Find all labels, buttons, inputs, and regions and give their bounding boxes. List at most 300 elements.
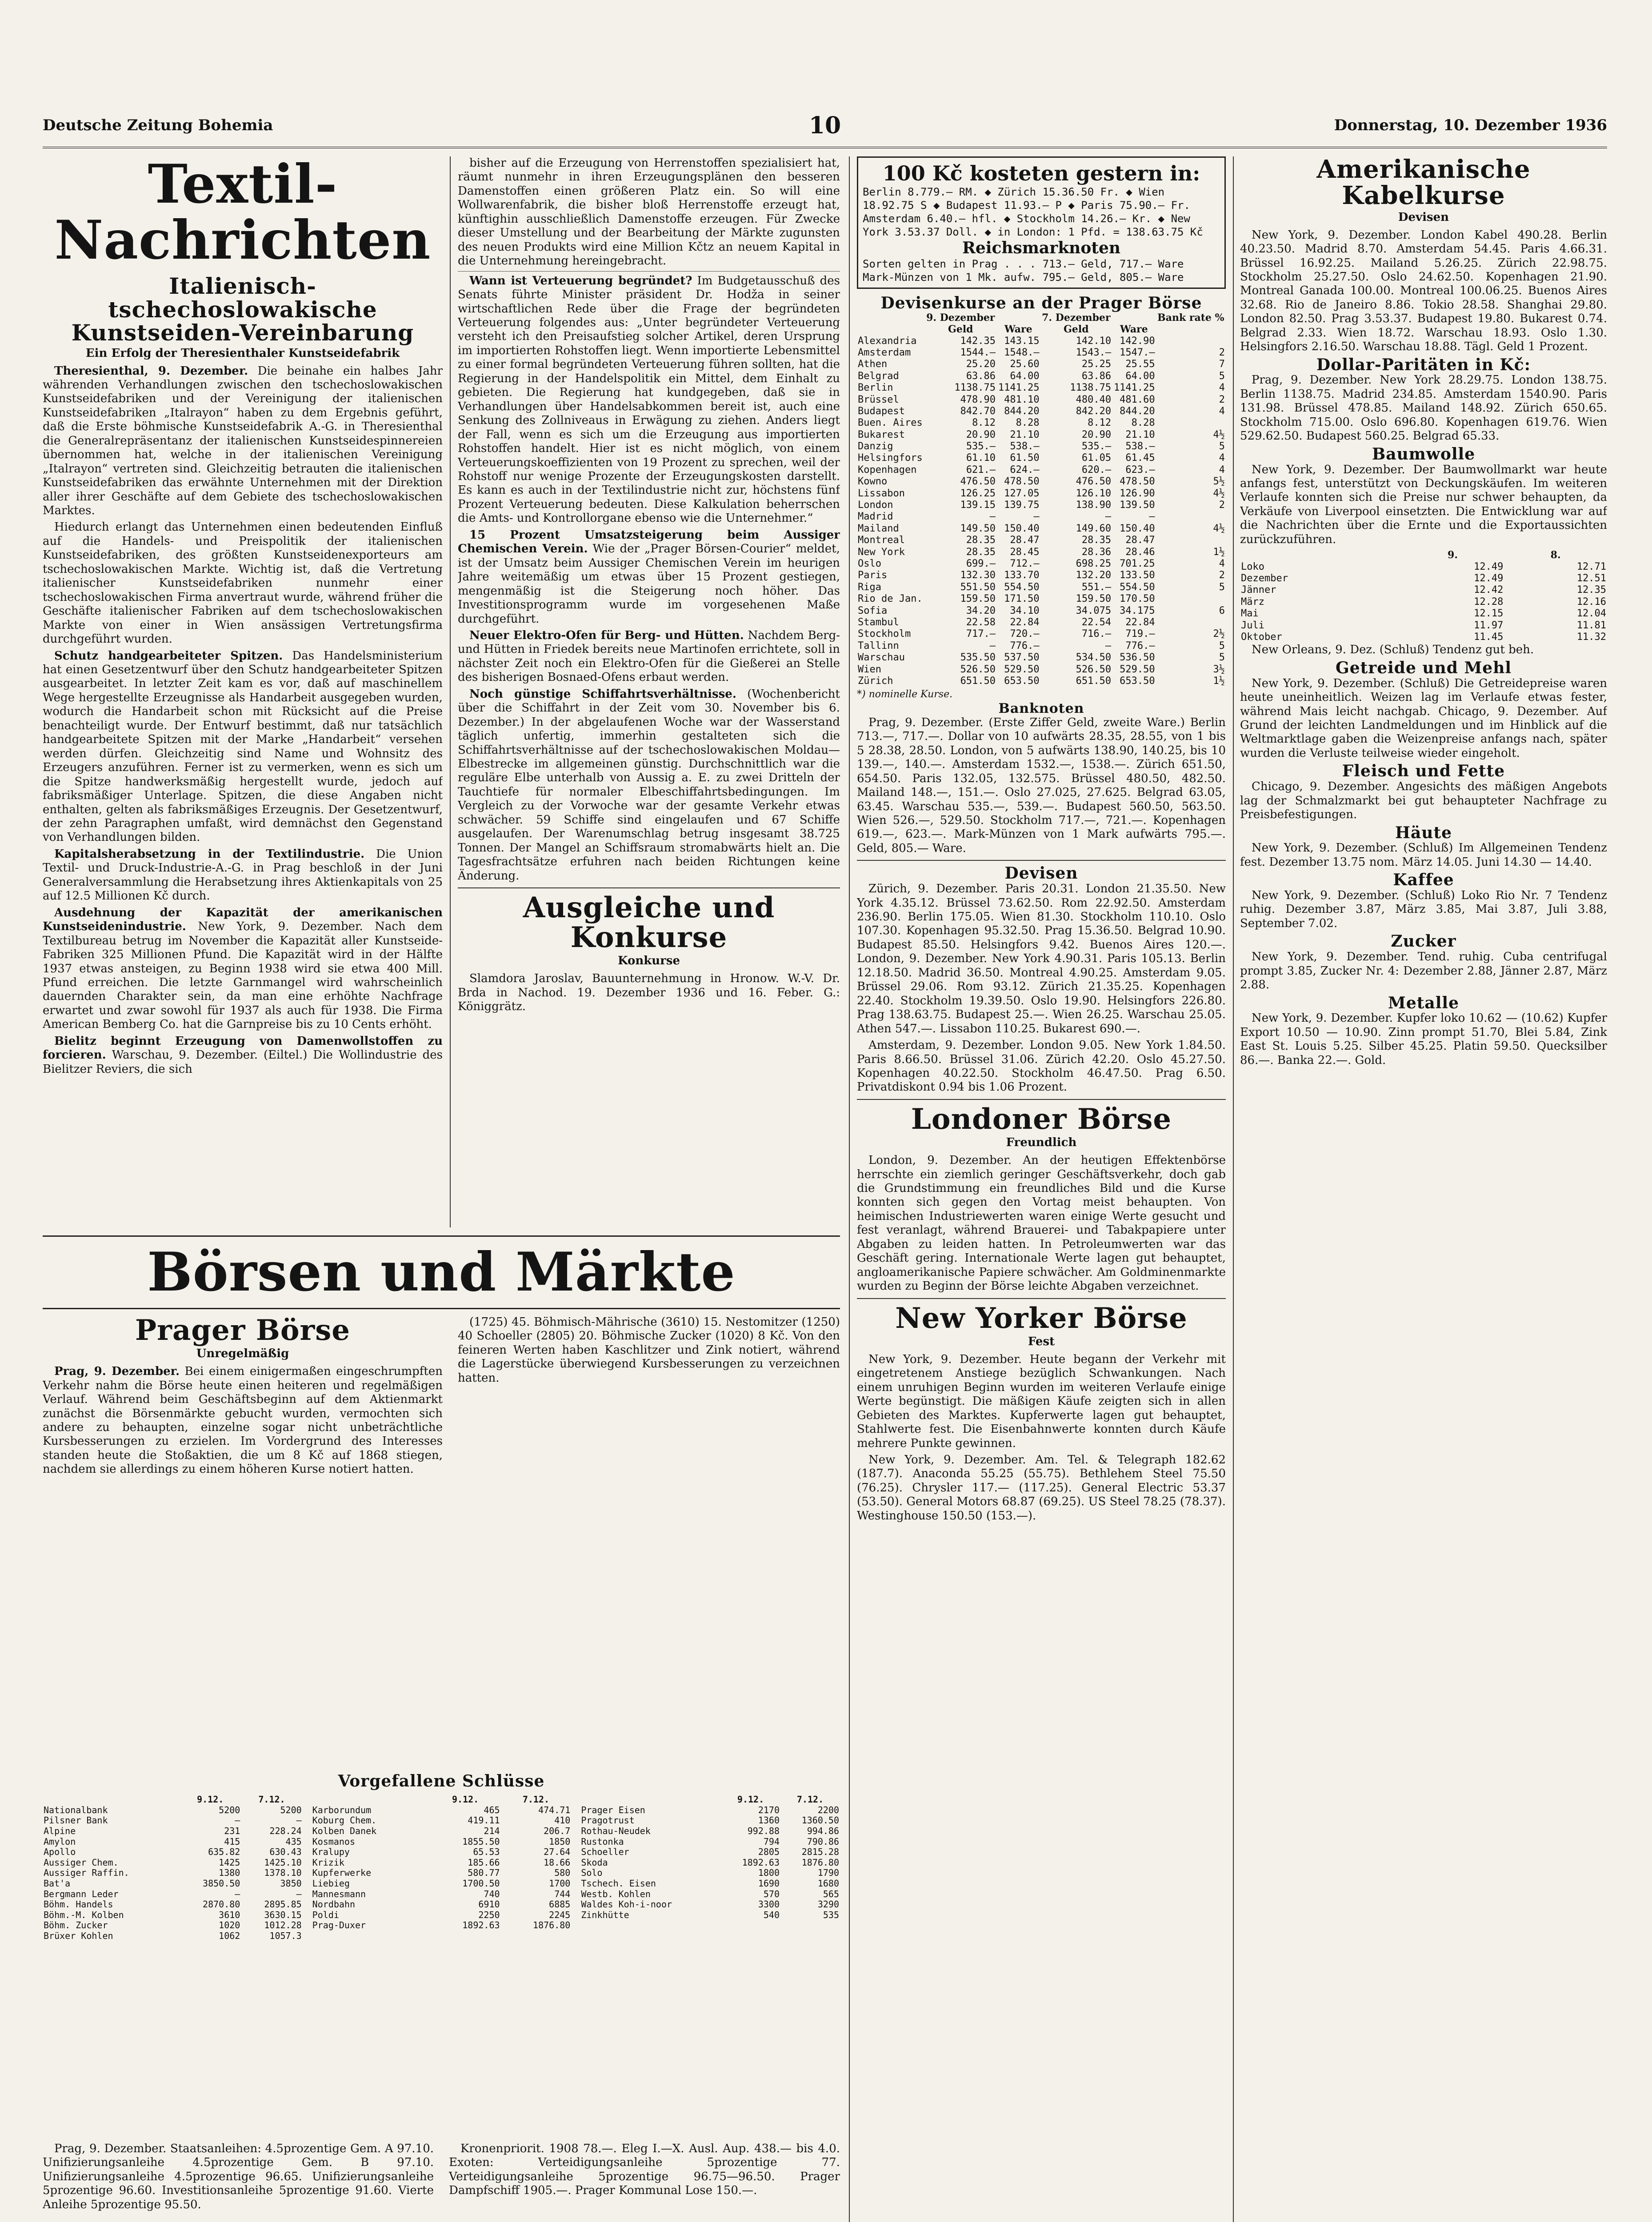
row-label: Schoeller xyxy=(581,1846,629,1858)
table-cell: 159.50 xyxy=(1076,593,1112,605)
row-label: Skoda xyxy=(581,1857,608,1868)
article-paragraph: Prag, 9. Dezember. (Erste Ziffer Geld, zweite Ware.) Berlin 713.—, 717.—. Dollar von 10 aufwärts 28.35, 28.55, von 1 bis 5 28.38, 28.50. London, von 5 aufwärts 138.90, 140.25, bis 10 139.—, 140.—. Amsterdam 1532.—, 1538.—. Zürich 651.50, 654.50. Paris 132.05, 132.575. Brüssel 480.50, 482.50. Mailand 148.—, 151.—. Oslo 27.025, 27.625. Belgrad 63.05, 63.45. Warschau 535.—, 539.—. Budapest 560.50, 563.50. Wien 526.—, 529.50. Stockholm 717.—, 721.—. Kopenhagen 619.—, 623.—. Mark-Münzen von 1 Mark aufwärts 795.—. Geld, 805.— Ware. xyxy=(857,715,1226,855)
table-cell: 11.81 xyxy=(1576,619,1606,631)
table-cell: — xyxy=(989,640,996,651)
table-row xyxy=(857,617,1226,628)
column-header: 7. Dezember xyxy=(1042,312,1111,324)
table-cell: 1690 xyxy=(758,1878,780,1889)
table-cell: 4 xyxy=(1219,382,1225,394)
article-paragraph: 15 Prozent Umsatzsteigerung beim Aussiger Chemischen Verein. Wie der „Prager Börsen-Courier“ meldet, ist der Umsatz beim Aussiger Chemischen Verein im heurigen Jahre weitemäßig um etwas über 15 Prozent gestiegen, mengenmäßig ist die Steigerung noch höher. Das Investitionsprogramm wurde im vorgesehenen Maße durchgeführt. xyxy=(458,528,840,626)
table-cell: 716.— xyxy=(1081,628,1112,640)
table-row xyxy=(43,1931,303,1942)
row-label: Tschech. Eisen xyxy=(581,1878,656,1889)
divider xyxy=(857,1298,1226,1299)
table-cell: 635.82 xyxy=(208,1846,240,1858)
table-cell: 27.64 xyxy=(544,1846,571,1858)
row-label: Poldi xyxy=(312,1909,339,1920)
table-cell: 61.50 xyxy=(1010,452,1040,464)
table-cell: 1012.28 xyxy=(264,1920,302,1931)
row-label: Brüxer Kohlen xyxy=(44,1930,113,1941)
schluesse-table-1 xyxy=(43,1794,303,1942)
column-header xyxy=(857,324,925,335)
article-paragraph: Prag, 9. Dezember. Staatsanleihen: 4.5prozentige Gem. A 97.10. Unifizierungsanleihe 4.5prozentige Gem. B 97.10. Unifizierungsanleihe 4.5prozentige 96.65. Unifizierungsanleihe 5prozentige 96.60. Investitionsanleihe 5prozentige 91.60. Vierte Anleihe 5prozentige 95.50. xyxy=(43,2142,434,2211)
table-cell: 701.25 xyxy=(1120,558,1155,569)
table-row xyxy=(43,1889,303,1900)
table-cell: 25.60 xyxy=(1010,359,1040,370)
table-row xyxy=(1240,561,1607,573)
row-label: Koburg Chem. xyxy=(312,1815,377,1826)
column-header xyxy=(996,312,1040,324)
table-header-row xyxy=(857,324,1226,335)
column-header: Bank rate % xyxy=(1157,312,1224,324)
table-cell: 34.075 xyxy=(1076,605,1112,616)
row-label: Helsingfors xyxy=(858,452,923,464)
table-cell: 149.60 xyxy=(1076,523,1112,534)
row-label: Aussiger Chem. xyxy=(44,1857,119,1868)
table-cell: 28.46 xyxy=(1125,546,1155,558)
article-paragraph: Theresienthal, 9. Dezember. Die beinahe ein halbes Jahr währenden Verhandlungen zwischen den tschechoslowakischen Kunstseidefabriken und der Vereinigung der italienischen Kunstseidefabriken „Italrayon“ haben zu dem Ergebnis geführt, daß die Erste böhmische Kunstseidefabrik A.-G. in Theresienthal die Generalrepräsentanz der italienischen Kunstseidespinnereien übernommen hat, welche in der italienischen Vereinigung „Italrayon“ vertreten sind. Gleichzeitig betrauten die italienischen Kunstseidefabriken das erwähnte Unternehmen mit der Direktion aller ihrer Geschäfte auf dem Gebiete des tschechoslowakischen Marktes. xyxy=(43,364,443,518)
table-cell: 744 xyxy=(554,1888,571,1899)
row-label: Böhm. Handels xyxy=(44,1899,113,1910)
article-paragraph: Zürich, 9. Dezember. Paris 20.31. London 21.35.50. New York 4.35.12. Brüssel 73.62.50. Rom 22.92.50. Amsterdam 236.90. Berlin 175.05. Wien 81.30. Stockholm 110.10. Oslo 107.30. Kopenhagen 95.32.50. Prag 15.36.50. Belgrad 10.90. Budapest 85.50. Helsingfors 9.42. Buenos Aires 120.—. London, 9. Dezember. New York 4.90.31. Paris 105.13. Berlin 12.18.50. Madrid 36.50. Montreal 4.90.25. Amsterdam 9.05. Brüssel 29.06. Rom 93.12. Zürich 21.35.25. Kopenhagen 22.40. Stockholm 19.39.50. Oslo 19.90. Helsingfors 226.80. Prag 138.63.75. Budapest 25.—. Wien 26.25. Warschau 25.05. Athen 547.—. Lissabon 110.25. Bukarest 690.—. xyxy=(857,882,1226,1035)
table-cell: 1020 xyxy=(219,1920,240,1931)
exchange-box xyxy=(857,156,1226,289)
divider xyxy=(857,860,1226,861)
table-cell: 126.25 xyxy=(960,488,996,499)
row-label: Kolben Danek xyxy=(312,1825,377,1836)
table-cell: 4 xyxy=(1219,558,1225,569)
table-cell: 529.50 xyxy=(1120,663,1155,675)
row-label: Berlin xyxy=(858,382,893,394)
table-cell: — xyxy=(296,1815,302,1826)
table-cell: 3300 xyxy=(758,1899,780,1910)
devisenkurse-table xyxy=(857,312,1226,687)
exchange-rate-line: Berlin 8.779.— RM. ◆ Zürich 15.36.50 Fr. ◆ Wien xyxy=(863,186,1165,198)
table-cell: 1700.50 xyxy=(462,1878,500,1889)
table-header-row xyxy=(580,1794,840,1805)
table-row xyxy=(312,1805,572,1816)
column-header: 9.12. xyxy=(737,1794,764,1805)
table-cell: 3610 xyxy=(219,1909,240,1920)
table-cell: 1700 xyxy=(549,1878,571,1889)
table-row xyxy=(1240,620,1607,631)
column-kabelkurse xyxy=(1240,156,1607,2222)
table-cell: 4 xyxy=(1219,405,1225,417)
column-header: Geld xyxy=(948,324,973,336)
row-label: Loko xyxy=(1241,561,1264,572)
column-header: Geld xyxy=(1064,324,1089,336)
table-row xyxy=(857,406,1226,417)
table-cell: 22.84 xyxy=(1125,616,1155,628)
table-cell: 481.60 xyxy=(1120,394,1155,405)
table-row xyxy=(1240,608,1607,619)
table-cell: 138.90 xyxy=(1076,500,1112,511)
table-cell: 3½ xyxy=(1213,663,1225,675)
column-header xyxy=(312,1794,430,1805)
column-header: Ware xyxy=(1004,324,1032,336)
table-cell: 2870.80 xyxy=(203,1899,240,1910)
table-cell: 474.71 xyxy=(538,1804,571,1815)
table-cell: — xyxy=(296,1888,302,1899)
divider xyxy=(458,271,840,272)
table-row xyxy=(580,1847,840,1858)
table-cell: 4½ xyxy=(1213,488,1225,499)
column-devisen xyxy=(857,156,1226,2222)
table-cell: 1141.25 xyxy=(998,382,1040,394)
table-cell: 1425 xyxy=(219,1857,240,1868)
table-cell: 1½ xyxy=(1213,546,1225,558)
table-row xyxy=(857,336,1226,347)
table-cell: 5200 xyxy=(280,1804,302,1815)
table-row xyxy=(857,675,1226,687)
table-row xyxy=(857,371,1226,382)
table-cell: 554.50 xyxy=(1004,581,1040,593)
table-cell: 18.66 xyxy=(544,1857,571,1868)
devisen-subtitle: Devisen xyxy=(1398,210,1449,224)
fleisch-title: Fleisch und Fette xyxy=(1342,762,1505,781)
table-cell: 1680 xyxy=(817,1878,840,1889)
column-header xyxy=(1156,324,1226,335)
table-cell: — xyxy=(1033,511,1040,523)
column-rule-3 xyxy=(1233,156,1234,2222)
table-cell: 64.00 xyxy=(1010,370,1040,382)
table-cell: 1380 xyxy=(219,1867,240,1878)
table-row xyxy=(43,1899,303,1910)
boersen-banner xyxy=(43,1235,840,1309)
table-cell: 842.20 xyxy=(1076,405,1112,417)
column-header: 7.12. xyxy=(796,1794,824,1805)
table-cell: 480.40 xyxy=(1076,394,1112,405)
table-cell: 1425.10 xyxy=(264,1857,302,1868)
row-label: Pilsner Bank xyxy=(44,1815,108,1826)
table-cell: 410 xyxy=(554,1815,571,1826)
table-cell: 536.50 xyxy=(1120,652,1155,663)
table-cell: 620.— xyxy=(1081,464,1112,476)
table-cell: 12.49 xyxy=(1474,573,1504,584)
table-cell: 651.50 xyxy=(1076,675,1112,687)
row-label: Amsterdam xyxy=(858,347,911,358)
table-cell: 794 xyxy=(763,1836,780,1847)
row-label: Oktober xyxy=(1241,631,1282,643)
table-cell: 150.40 xyxy=(1004,523,1040,534)
table-cell: 22.58 xyxy=(966,616,996,628)
article-paragraph: New York, 9. Dezember. Der Baumwollmarkt war heute anfangs fest, unterstützt von Deckungskäufen. Im weiteren Verlaufe konnten sich die Preise nur schwer behaupten, da Verkäufe von Liverpool einsetzten. Die Entwicklung war auf die Nachrichten über die Ernte und die Exportaussichten zurückzuführen. xyxy=(1240,463,1607,546)
table-cell: 133.50 xyxy=(1120,570,1155,581)
table-row xyxy=(580,1899,840,1910)
page-number: 10 xyxy=(808,112,841,139)
table-cell: 1548.— xyxy=(1004,347,1040,358)
table-cell: 4½ xyxy=(1213,523,1225,534)
table-cell: 1360 xyxy=(758,1815,780,1826)
article-paragraph: Ausdehnung der Kapazität der amerikanischen Kunstseidenindustrie. New York, 9. Dezember. Nach dem Textilbureau betrug im November die Kapazität aller Kunstseide-Fabriken 325 Millionen Pfund. Die Kapazität wird in der Hälfte 1937 etwas ansteigen, zu Beginn 1938 wird sie etwa 400 Mill. Pfund erreichen. Die letzte Garnmangel wird wahrscheinlich dauernden Charakter sein, da man eine erhöhte Nachfrage erwartet und zwar sowohl für 1937 als auch für 1938. Die Firma American Bemberg Co. hat die Garnpreise bis zu 10 Cents erhöht. xyxy=(43,906,443,1031)
article-paragraph: Hiedurch erlangt das Unternehmen einen bedeutenden Einfluß auf die Handels- und Preispolitik der italienischen Kunstseidefabriken, des größten Kunstseidenexporteurs am tschechoslowakischen Markte. Wichtig ist, daß die Vertretung italienischer Kunstseidefabriken nunmehr einer tschechoslowakischen Firma anvertraut wurde, während früher die Geschäfte italienischer Fabriken auf dem tschechoslowakischen Markte von einer in Wien ansässigen Vertretungsfirma durchgeführt wurden. xyxy=(43,520,443,646)
baumwolle-table xyxy=(1240,549,1607,643)
zucker-title: Zucker xyxy=(1391,932,1456,951)
exchange-rate-line: York 3.53.37 Doll. ◆ in London: 1 Pfd. = 138.63.75 Kč xyxy=(863,226,1203,238)
table-cell: 476.50 xyxy=(1076,476,1112,488)
table-cell: 12.49 xyxy=(1474,561,1504,572)
table-cell: 653.50 xyxy=(1004,675,1040,687)
row-label: Böhm. Zucker xyxy=(44,1920,108,1931)
table-cell: 5 xyxy=(1219,652,1225,663)
row-label: Aussiger Raffin. xyxy=(44,1867,129,1878)
column-rule-1 xyxy=(450,156,451,1227)
table-cell: 551.50 xyxy=(960,581,996,593)
column-header: 9. xyxy=(1448,549,1458,561)
table-cell: 478.90 xyxy=(960,394,996,405)
table-cell: 1876.80 xyxy=(533,1920,571,1931)
reichsmark-title: Reichsmarknoten xyxy=(962,239,1121,257)
table-cell: 171.50 xyxy=(1004,593,1040,605)
row-label: Kowno xyxy=(858,476,888,488)
row-label: Waldes Koh-i-noor xyxy=(581,1899,672,1910)
table-cell: 1544.— xyxy=(960,347,996,358)
table-row xyxy=(312,1910,572,1921)
table-row xyxy=(312,1858,572,1868)
row-label: Kralupy xyxy=(312,1846,350,1858)
row-label: Mannesmann xyxy=(312,1888,366,1899)
article-paragraph: Bielitz beginnt Erzeugung von Damenwollstoffen zu forcieren. Warschau, 9. Dezember. (Eiltel.) Die Wollindustrie des Bielitzer Reviers, die sich xyxy=(43,1034,443,1076)
table-cell: 5 xyxy=(1219,370,1225,382)
row-label: Jänner xyxy=(1241,584,1276,596)
table-cell: 478.50 xyxy=(1004,476,1040,488)
table-cell: 2815.28 xyxy=(801,1846,840,1858)
table-cell: 790.86 xyxy=(807,1836,840,1847)
table-row xyxy=(857,582,1226,593)
table-cell: 143.15 xyxy=(1004,335,1040,347)
table-cell: 535.— xyxy=(1081,441,1112,452)
table-cell: 133.70 xyxy=(1004,570,1040,581)
table-cell: 11.32 xyxy=(1576,631,1606,643)
table-row xyxy=(857,347,1226,359)
table-cell: 28.47 xyxy=(1010,535,1040,546)
table-cell: 992.88 xyxy=(747,1825,780,1836)
devisen-title: Devisen xyxy=(1004,864,1078,883)
row-label: Brüssel xyxy=(858,394,899,405)
table-row xyxy=(580,1910,840,1921)
table-cell: 12.16 xyxy=(1576,596,1606,607)
exchange-rate-line: 18.92.75 S ◆ Budapest 11.93.— P ◆ Paris 75.90.— Fr. xyxy=(863,199,1190,212)
column-header xyxy=(43,1794,180,1805)
table-cell: 142.10 xyxy=(1076,335,1112,347)
table-cell: 435 xyxy=(285,1836,302,1847)
table-cell: 3850 xyxy=(280,1878,302,1889)
column-header: 9.12. xyxy=(197,1794,224,1805)
exchange-box-title: 100 Kč kosteten gestern in: xyxy=(882,161,1200,185)
table-row xyxy=(580,1858,840,1868)
table-row xyxy=(43,1805,303,1816)
page-header xyxy=(43,112,1607,143)
table-cell: 2250 xyxy=(478,1909,500,1920)
table-row xyxy=(43,1910,303,1921)
column-header xyxy=(857,312,925,324)
column-header: 7.12. xyxy=(258,1794,285,1805)
table-cell: 28.47 xyxy=(1125,535,1155,546)
table-cell: 538.— xyxy=(1125,441,1155,452)
table-cell: 28.35 xyxy=(966,535,996,546)
table-row xyxy=(1240,584,1607,596)
table-cell: 28.36 xyxy=(1081,546,1112,558)
article-paragraph: (1725) 45. Böhmisch-Mährische (3610) 15. Nestomitzer (1250) 40 Schoeller (2805) 20. Böhmische Zucker (1020) 8 Kč. Von den feineren Werten haben Kaschlitzer und Zink notiert, während die Lagerstücke überwiegend Kursbesserungen zu verzeichnen hatten. xyxy=(458,1315,840,1385)
row-label: Zürich xyxy=(858,675,893,687)
row-label: Krizik xyxy=(312,1857,344,1868)
table-cell xyxy=(1156,617,1226,628)
table-row xyxy=(857,476,1226,488)
column-header: Ware xyxy=(1120,324,1148,336)
table-row xyxy=(43,1826,303,1837)
row-label: Amylon xyxy=(44,1836,76,1847)
row-label: Belgrad xyxy=(858,370,899,382)
table-cell: 139.15 xyxy=(960,500,996,511)
table-row xyxy=(857,394,1226,406)
table-cell: 6885 xyxy=(549,1899,571,1910)
banknoten-title: Banknoten xyxy=(998,701,1084,717)
column-rule-2 xyxy=(849,156,850,2222)
column-header xyxy=(1240,549,1401,561)
newyork-title: New Yorker Börse xyxy=(895,1301,1188,1335)
table-cell: 6910 xyxy=(478,1899,500,1910)
table-cell: — xyxy=(1105,511,1112,523)
table-cell: 2 xyxy=(1219,394,1225,405)
table-cell: 842.70 xyxy=(960,405,996,417)
table-cell: 1378.10 xyxy=(264,1867,302,1878)
table-cell: 1360.50 xyxy=(801,1815,840,1826)
table-cell: 717.— xyxy=(966,628,996,640)
article-paragraph: Amsterdam, 9. Dezember. London 9.05. New York 1.84.50. Paris 8.66.50. Brüssel 31.06. Zürich 42.20. Oslo 45.27.50. Kopenhagen 40.22.50. Stockholm 46.47.50. Prag 6.50. Privatdiskont 0.94 bis 1.06 Prozent. xyxy=(857,1039,1226,1094)
table-cell: 149.50 xyxy=(960,523,996,534)
table-cell: 565 xyxy=(823,1888,840,1899)
table-cell: 11.97 xyxy=(1474,619,1504,631)
table-cell: 5 xyxy=(1219,640,1225,651)
article-subheadline: Ein Erfolg der Theresienthaler Kunstseidefabrik xyxy=(85,346,400,360)
article-paragraph: Wann ist Verteuerung begründet? Im Budgetausschuß des Senats führte Minister präsident Dr. Hodža in seiner wirtschaftlichen Rede über die Frage der begründeten Verteuerung folgendes aus: „Unter begründeter Verteuerung versteht ich den Preisaufstieg solcher Artikel, deren Ursprung im importierten Rohstoffen liegt. Wenn importierte Lebensmittel zu einer formal begründeten Verteuerung führen sollten, hat die Regierung in der Handelspolitik ein Mittel, dem Einhalt zu gebieten. Die Regierung hat kundgegeben, daß sie in Verhandlungen über Handelsabkommen bereit ist, auch eine Senkung des Zollniveaus in Erwägung zu ziehen. Anders liegt der Fall, wenn es sich um die Erzeugung aus importierten Rohstoffen handelt. Hier ist es nicht möglich, von einem Verteuerungskoeffizienten von 19 Prozent zu sprechen, weil der Rohstoff nur wenige Prozente der Erzeugungskosten darstellt. Es kann es auch in der Textilindustrie nicht zur, höchstens fünf Prozent Verteuerung bedeuten. Diese Kalkulation beherrschen die Amts- und Kontrollorgane ebenso wie die Unternehmer.“ xyxy=(458,274,840,525)
table-cell: 34.20 xyxy=(966,605,996,616)
table-cell: 712.— xyxy=(1010,558,1040,569)
article-paragraph: New York, 9. Dezember. London Kabel 490.28. Berlin 40.23.50. Madrid 8.70. Amsterdam 54.45. Paris 4.66.31. Brüssel 16.92.25. Mailand 5.26.25. Zürich 22.98.75. Stockholm 25.27.50. Oslo 24.62.50. Kopenhagen 21.90. Montreal Ganada 100.00. Montreal 100.06.25. Buenos Aires 32.68. Rio de Janeiro 8.86. Tokio 28.58. Shanghai 29.80. London 82.50. Prag 3.53.37. Budapest 19.80. Bukarest 0.74. Belgrad 2.33. Wien 18.72. Warschau 18.93. Oslo 1.30. Helsingfors 2.16.50. Warschau 18.88. Tägl. Geld 1 Prozent. xyxy=(1240,228,1607,354)
table-row xyxy=(1240,573,1607,584)
table-row xyxy=(857,605,1226,617)
reichsmark-rate-line: Sorten gelten in Prag . . . 713.— Geld, 717.— Ware xyxy=(863,258,1184,270)
column-header: 9. Dezember xyxy=(926,312,995,324)
table-cell: 529.50 xyxy=(1004,663,1040,675)
table-row xyxy=(857,523,1226,535)
row-label: Kupferwerke xyxy=(312,1867,372,1878)
row-label: Juli xyxy=(1241,619,1264,631)
table-cell: 580.77 xyxy=(468,1867,500,1878)
getreide-title: Getreide und Mehl xyxy=(1335,658,1512,677)
table-cell: 127.05 xyxy=(1004,488,1040,499)
table-cell: 1138.75 xyxy=(954,382,996,394)
table-cell: 139.75 xyxy=(1004,500,1040,511)
table-cell: 699.— xyxy=(966,558,996,569)
haeute-title: Häute xyxy=(1395,823,1452,842)
table-row xyxy=(857,452,1226,464)
table-cell: 5½ xyxy=(1213,476,1225,488)
table-cell: 126.90 xyxy=(1120,488,1155,499)
table-cell: 28.45 xyxy=(1010,546,1040,558)
table-cell: 22.84 xyxy=(1010,616,1040,628)
table-cell: — xyxy=(235,1888,240,1899)
table-cell: 20.90 xyxy=(966,429,996,440)
newyork-subtitle: Fest xyxy=(1028,1335,1055,1348)
table-row xyxy=(580,1889,840,1900)
table-row xyxy=(857,500,1226,511)
article-paragraph: New York, 9. Dezember. Kupfer loko 10.62 — (10.62) Kupfer Export 10.50 — 10.90. Zinn prompt 51.70, Blei 5.84, Zink East St. Louis 5.25. Silber 45.25. Platin 59.50. Quecksilber 86.—. Banka 22.—. Gold. xyxy=(1240,1011,1607,1067)
table-cell: 4 xyxy=(1219,452,1225,464)
table-cell: 12.42 xyxy=(1474,584,1504,596)
issue-date: Donnerstag, 10. Dezember 1936 xyxy=(1334,116,1607,134)
column-textil xyxy=(43,156,443,1227)
column-header: 7.12. xyxy=(522,1794,550,1805)
table-cell: 12.04 xyxy=(1576,608,1606,619)
table-cell: 5 xyxy=(1219,441,1225,452)
row-label: Alexandria xyxy=(858,335,917,347)
prager-boerse-title: Prager Börse xyxy=(135,1315,351,1347)
row-label: Danzig xyxy=(858,441,893,452)
table-row xyxy=(580,1815,840,1826)
table-row xyxy=(43,1847,303,1858)
table-cell: 526.50 xyxy=(1076,663,1112,675)
table-cell: 551.— xyxy=(1081,581,1112,593)
table-cell: 1141.25 xyxy=(1113,382,1155,394)
table-cell: 159.50 xyxy=(960,593,996,605)
table-header-row xyxy=(1240,549,1607,561)
table-cell: 4½ xyxy=(1213,429,1225,440)
londoner-title: Londoner Börse xyxy=(911,1102,1172,1136)
table-cell: 481.10 xyxy=(1004,394,1040,405)
table-cell: 8.12 xyxy=(1088,417,1112,429)
table-row xyxy=(312,1899,572,1910)
table-cell: 12.51 xyxy=(1576,573,1606,584)
devisenkurse-title: Devisenkurse an der Prager Börse xyxy=(880,294,1202,312)
table-cell: 21.10 xyxy=(1125,429,1155,440)
table-row xyxy=(857,558,1226,570)
table-cell: 214 xyxy=(484,1825,500,1836)
article-paragraph: Schutz handgearbeiteter Spitzen. Das Handelsministerium hat einen Gesetzentwurf über den Schutz handgearbeiteter Spitzen ausgearbeitet. In letzter Zeit kam es vor, daß auf maschinellem Wege hergestellte Erzeugnisse als Handarbeit ausgegeben wurden, wodurch die Handarbeit schon mit Rücksicht auf die Preise benachteiligt wurde. Der Entwurf bestimmt, daß nur tatsächlich handgearbeitete Spitzen mit der Marke „Handarbeit“ versehen werden dürfen. Gleichzeitig sind Name und Wohnsitz des Erzeugers anzuführen. Ferner ist zu vermerken, wenn es sich um die Spitze handwerksmäßig hergestellt wurde, jedoch auf fabriksmäßiger Unterlage. Spitzen, die diese Angaben nicht enthalten, gelten als fabriksmäßiges Erzeugnis. Der Gesetzentwurf, der zehn Paragraphen umfaßt, wird demnächst den Gegenstand von Verhandlungen bilden. xyxy=(43,649,443,844)
section-title-ausgleiche: Ausgleiche und Konkurse xyxy=(523,891,775,955)
table-cell: 6 xyxy=(1219,605,1225,616)
table-cell: 537.50 xyxy=(1004,652,1040,663)
table-row xyxy=(312,1889,572,1900)
table-cell: 25.55 xyxy=(1125,359,1155,370)
table-cell: 844.20 xyxy=(1004,405,1040,417)
row-label: Dezember xyxy=(1241,573,1288,584)
table-row xyxy=(1240,631,1607,643)
table-cell: 630.43 xyxy=(269,1846,302,1858)
table-cell: 126.10 xyxy=(1076,488,1112,499)
table-row xyxy=(857,441,1226,452)
table-cell: 11.45 xyxy=(1474,631,1504,643)
table-cell: 65.53 xyxy=(473,1846,500,1858)
column-header xyxy=(580,1794,721,1805)
table-cell: 1138.75 xyxy=(1070,382,1112,394)
newspaper-name: Deutsche Zeitung Bohemia xyxy=(43,116,273,134)
row-label: Böhm.-M. Kolben xyxy=(44,1909,124,1920)
column-header: 8. xyxy=(1550,549,1561,561)
article-paragraph: New York, 9. Dezember. Heute begann der Verkehr mit eingetretenem Anstiege bezüglich Schwankungen. Nach einem unruhigen Beginn wurden im weiteren Verlaufe einige Werte begünstigt. Die mäßigen Käufe zeigten sich in allen Gebieten des Marktes. Kupferwerte lagen gut behauptet, Stahlwerte fest. Die Eisenbahnwerte konnten durch Käufe mehrere Punkte gewinnen. xyxy=(857,1352,1226,1450)
table-cell: 1892.63 xyxy=(462,1920,500,1931)
table-cell: 1547.— xyxy=(1120,347,1155,358)
row-label: Lissabon xyxy=(858,488,905,499)
table-cell: 719.— xyxy=(1125,628,1155,640)
table-cell: 64.00 xyxy=(1125,370,1155,382)
prager-boerse-article xyxy=(43,1315,443,1764)
row-label: Wien xyxy=(858,663,881,675)
table-cell: 2 xyxy=(1219,347,1225,358)
table-cell: 776.— xyxy=(1125,640,1155,651)
table-row xyxy=(43,1815,303,1826)
row-label: Nationalbank xyxy=(44,1804,108,1815)
